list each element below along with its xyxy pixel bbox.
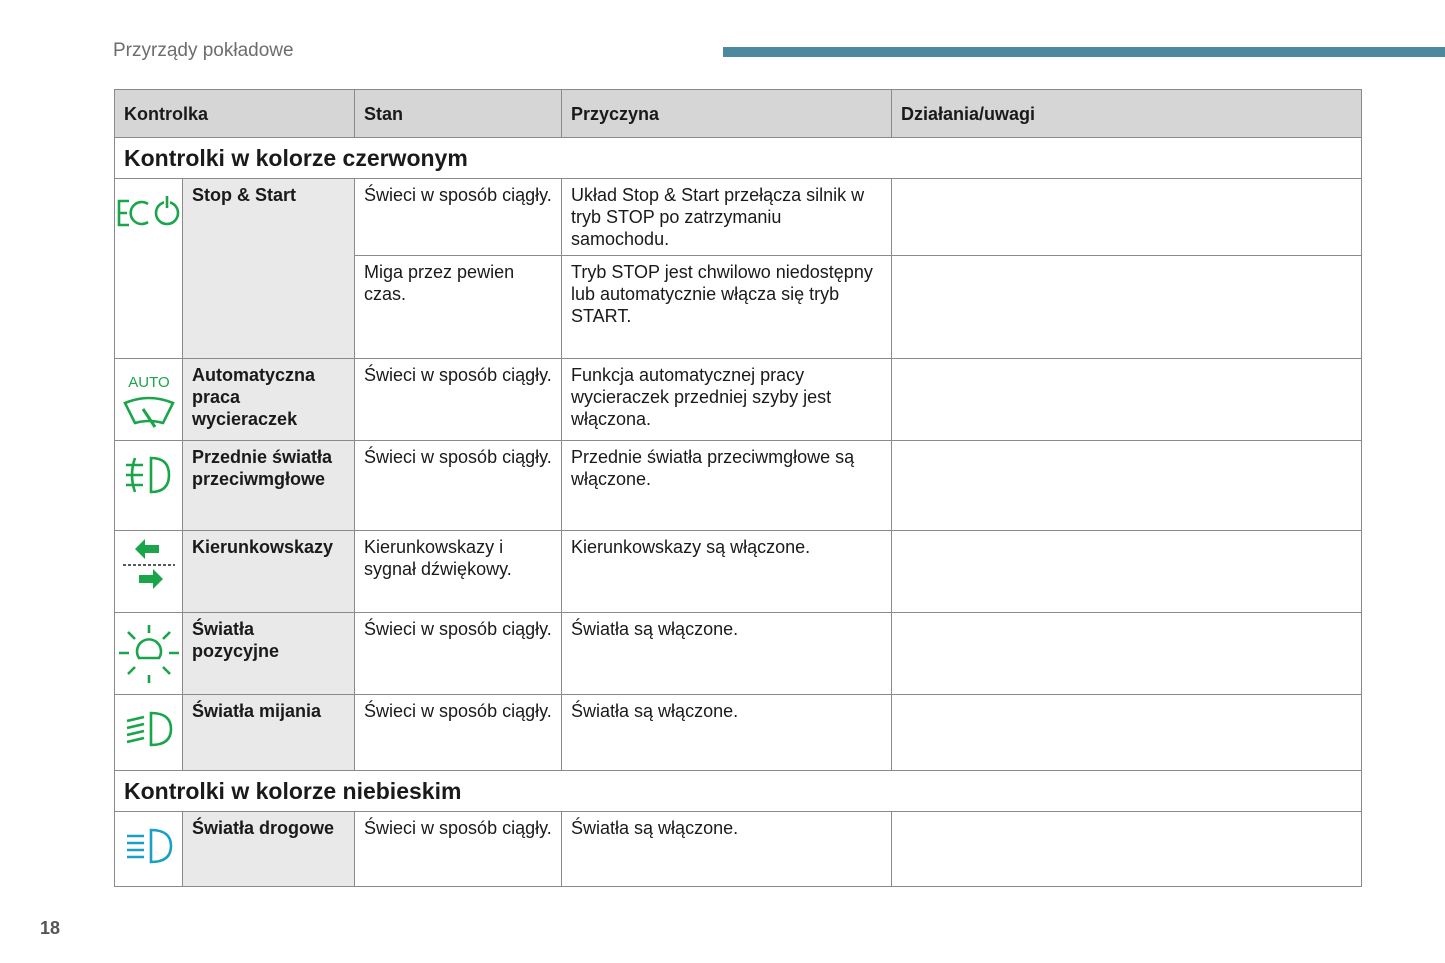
cause-cell: Kierunkowskazy są włączone. xyxy=(562,531,892,613)
table-row xyxy=(115,359,1362,441)
dipped-beam-icon xyxy=(115,695,183,759)
indicator-name: Światła mijania xyxy=(183,695,355,771)
header-accent-bar xyxy=(723,47,1445,57)
table-row xyxy=(115,531,1362,613)
indicator-table xyxy=(114,89,1362,887)
cause-cell: Przednie światła przeciwmgłowe są włączone. xyxy=(562,441,892,531)
indicator-name: Światła pozycyjne xyxy=(183,613,355,695)
cause-cell: Światła są włączone. xyxy=(562,613,892,695)
column-header-dzialania: Działania/uwagi xyxy=(892,90,1362,138)
cause-cell: Światła są włączone. xyxy=(562,812,892,887)
action-cell xyxy=(892,256,1362,359)
action-cell xyxy=(892,812,1362,887)
cause-cell: Układ Stop & Start przełącza silnik w tryb STOP po zatrzymaniu samochodu. xyxy=(562,179,892,256)
icon-cell xyxy=(115,179,183,359)
cause-cell: Tryb STOP jest chwilowo niedostępny lub automatycznie włącza się tryb START. xyxy=(562,256,892,359)
table-header-row xyxy=(115,90,1362,138)
cause-cell: Funkcja automatycznej pracy wycieraczek przedniej szyby jest włączona. xyxy=(562,359,892,441)
icon-cell xyxy=(115,359,183,441)
state-cell: Kierunkowskazy i sygnał dźwiękowy. xyxy=(355,531,562,613)
state-cell: Świeci w sposób ciągły. xyxy=(355,812,562,887)
table-row xyxy=(115,441,1362,531)
table-row xyxy=(115,179,1362,256)
page-number: 18 xyxy=(40,918,61,938)
auto-wiper-icon xyxy=(115,359,183,439)
indicator-name: Stop & Start xyxy=(183,179,355,359)
state-cell: Świeci w sposób ciągły. xyxy=(355,359,562,441)
indicator-name: Kierunkowskazy xyxy=(183,531,355,613)
table-row xyxy=(115,613,1362,695)
state-cell: Świeci w sposób ciągły. xyxy=(355,179,562,256)
position-light-icon xyxy=(115,613,183,693)
action-cell xyxy=(892,359,1362,441)
column-header-kontrolka: Kontrolka xyxy=(115,90,355,138)
cause-cell: Światła są włączone. xyxy=(562,695,892,771)
action-cell xyxy=(892,531,1362,613)
action-cell xyxy=(892,613,1362,695)
section-row-red xyxy=(115,138,1362,179)
action-cell xyxy=(892,695,1362,771)
state-cell: Świeci w sposób ciągły. xyxy=(355,441,562,531)
state-cell: Świeci w sposób ciągły. xyxy=(355,695,562,771)
table-row xyxy=(115,695,1362,771)
section-title: Kontrolki w kolorze niebieskim xyxy=(115,771,1362,812)
indicator-name: Światła drogowe xyxy=(183,812,355,887)
action-cell xyxy=(892,179,1362,256)
icon-cell xyxy=(115,812,183,887)
page-section-title: Przyrządy pokładowe xyxy=(113,40,294,61)
section-title: Kontrolki w kolorze czerwonym xyxy=(115,138,1362,179)
main-beam-icon xyxy=(115,812,183,876)
action-cell xyxy=(892,441,1362,531)
state-cell: Świeci w sposób ciągły. xyxy=(355,613,562,695)
section-row-blue xyxy=(115,771,1362,812)
icon-cell xyxy=(115,441,183,531)
table-row xyxy=(115,812,1362,887)
indicator-name: Przednie światła przeciwmgłowe xyxy=(183,441,355,531)
svg-text:AUTO: AUTO xyxy=(128,374,170,391)
indicator-name: Automatyczna praca wycieraczek xyxy=(183,359,355,441)
eco-icon xyxy=(115,179,183,239)
column-header-przyczyna: Przyczyna xyxy=(562,90,892,138)
icon-cell xyxy=(115,695,183,771)
state-cell: Miga przez pewien czas. xyxy=(355,256,562,359)
front-fog-light-icon xyxy=(115,441,183,511)
column-header-stan: Stan xyxy=(355,90,562,138)
turn-signal-icon xyxy=(115,531,183,601)
icon-cell xyxy=(115,613,183,695)
icon-cell xyxy=(115,531,183,613)
